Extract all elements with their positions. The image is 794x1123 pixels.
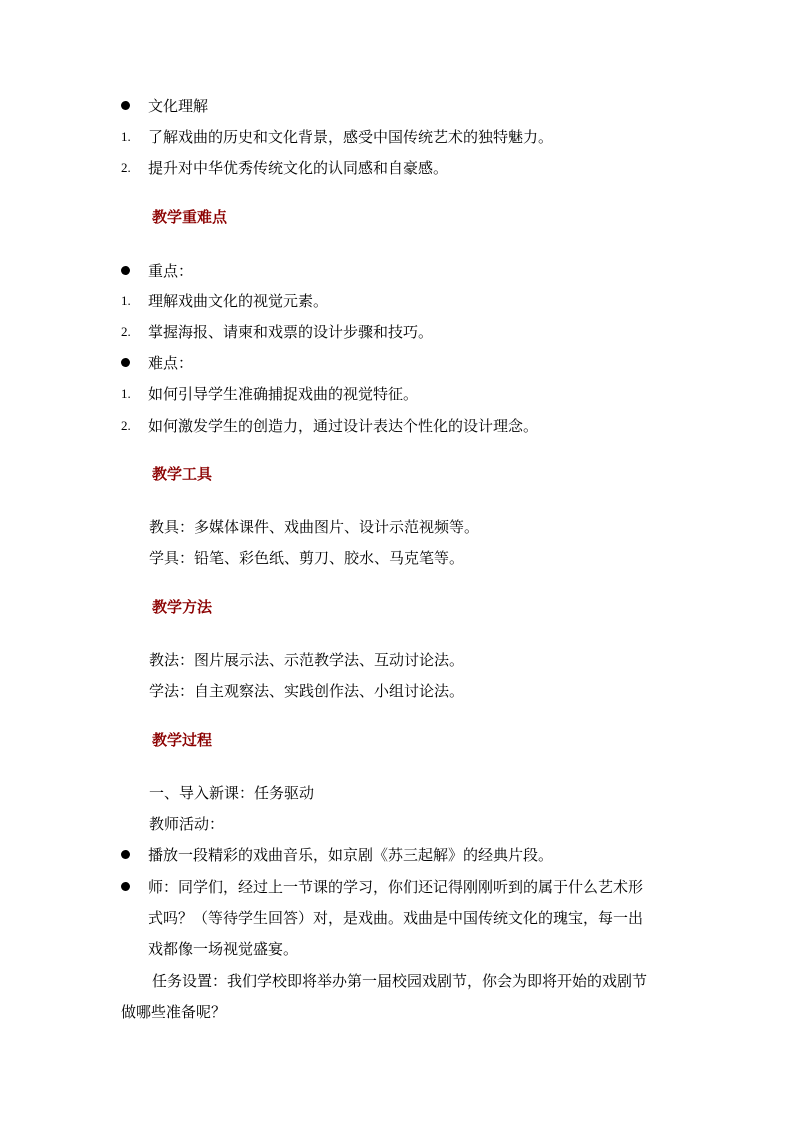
difficulty-label: 难点：	[148, 354, 194, 372]
bullet-icon	[121, 101, 130, 110]
bullet-icon	[121, 266, 130, 275]
task-paragraph-line-1: 任务设置：我们学校即将举办第一届校园戏剧节，你会为即将开始的戏剧节	[152, 972, 648, 990]
bullet-icon	[121, 358, 130, 367]
list-item: 了解戏曲的历史和文化背景，感受中国传统艺术的独特魅力。	[148, 128, 554, 146]
activity-bullet-2-line-2: 式吗？（等待学生回答）对，是戏曲。戏曲是中国传统文化的瑰宝，每一出	[148, 909, 644, 927]
teacher-activity-label: 教师活动：	[149, 815, 225, 833]
key-points-heading: 教学重难点	[152, 208, 228, 226]
bullet-icon	[121, 882, 130, 891]
list-number: 1.	[121, 293, 131, 308]
list-item: 如何引导学生准确捕捉戏曲的视觉特征。	[148, 385, 419, 403]
list-number: 2.	[121, 160, 131, 175]
list-number: 1.	[121, 386, 131, 401]
culture-title: 文化理解	[148, 97, 209, 115]
activity-bullet-2-line-3: 戏都像一场视觉盛宴。	[148, 940, 299, 958]
methods-heading: 教学方法	[152, 598, 213, 616]
focus-label: 重点：	[148, 262, 194, 280]
list-number: 2.	[121, 418, 131, 433]
list-number: 1.	[121, 129, 131, 144]
list-item: 掌握海报、请柬和戏票的设计步骤和技巧。	[148, 323, 434, 341]
task-paragraph-line-2: 做哪些准备呢？	[121, 1003, 227, 1021]
list-number: 2.	[121, 324, 131, 339]
activity-bullet-1: 播放一段精彩的戏曲音乐，如京剧《苏三起解》的经典片段。	[148, 846, 554, 864]
list-item: 提升对中华优秀传统文化的认同感和自豪感。	[148, 159, 449, 177]
student-tools: 学具：铅笔、彩色纸、剪刀、胶水、马克笔等。	[149, 549, 465, 567]
teaching-methods: 教法：图片展示法、示范教学法、互动讨论法。	[149, 651, 465, 669]
list-item: 如何激发学生的创造力，通过设计表达个性化的设计理念。	[148, 417, 539, 435]
list-item: 理解戏曲文化的视觉元素。	[148, 292, 329, 310]
step-title: 一、导入新课：任务驱动	[149, 784, 315, 802]
tools-heading: 教学工具	[152, 465, 213, 483]
activity-bullet-2-line-1: 师：同学们，经过上一节课的学习，你们还记得刚刚听到的属于什么艺术形	[148, 878, 644, 896]
teacher-tools: 教具：多媒体课件、戏曲图片、设计示范视频等。	[149, 518, 480, 536]
process-heading: 教学过程	[152, 731, 213, 749]
learning-methods: 学法：自主观察法、实践创作法、小组讨论法。	[149, 682, 465, 700]
bullet-icon	[121, 850, 130, 859]
